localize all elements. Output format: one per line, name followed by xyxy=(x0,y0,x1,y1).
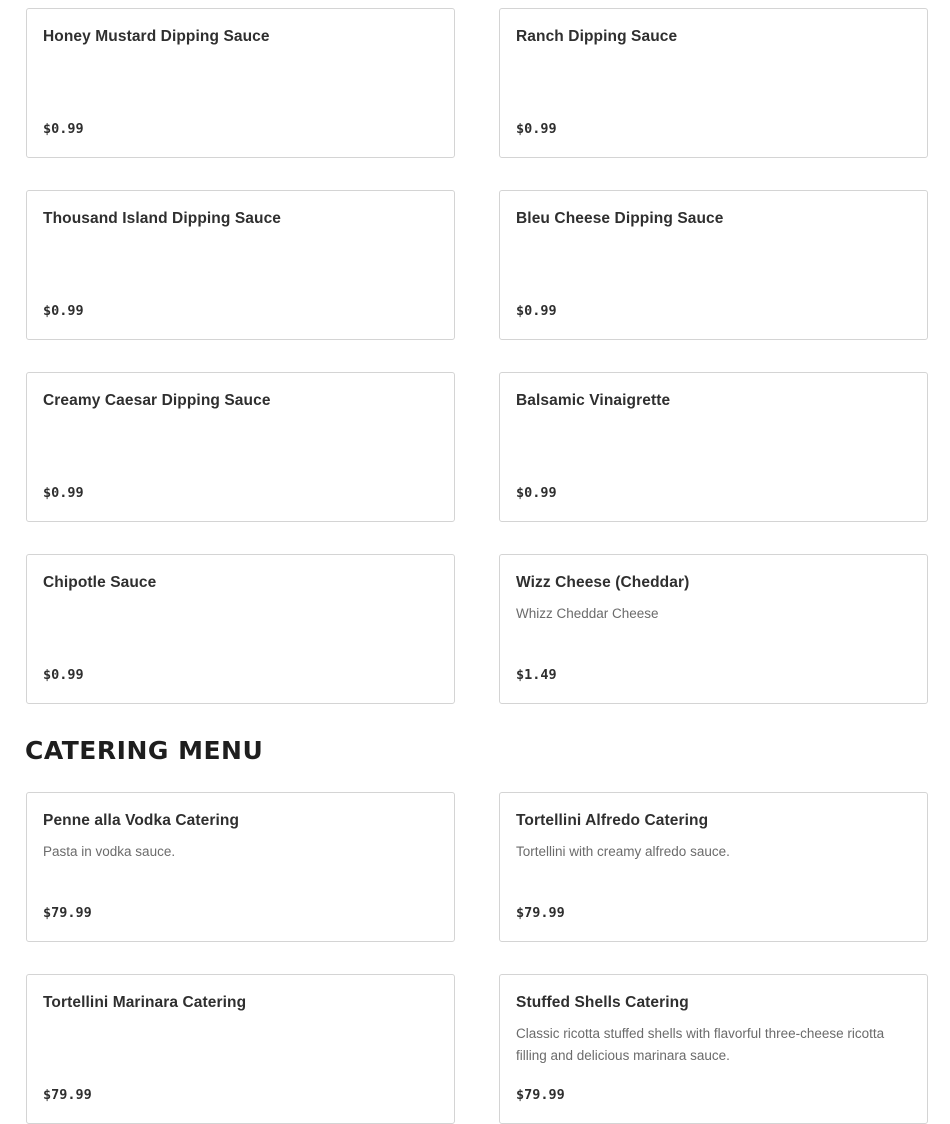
sauces-grid xyxy=(26,8,928,704)
item-price: $0.99 xyxy=(516,485,557,501)
menu-item-card[interactable] xyxy=(26,792,455,942)
menu-item-card[interactable] xyxy=(26,974,455,1124)
item-name: Creamy Caesar Dipping Sauce xyxy=(43,392,271,409)
item-name: Chipotle Sauce xyxy=(43,574,157,591)
item-price: $79.99 xyxy=(516,905,565,921)
menu-item-card[interactable] xyxy=(499,190,928,340)
catering-grid xyxy=(26,792,928,1124)
item-price: $0.99 xyxy=(43,667,84,683)
item-name: Thousand Island Dipping Sauce xyxy=(43,210,282,227)
item-name: Stuffed Shells Catering xyxy=(516,994,689,1011)
item-name: Honey Mustard Dipping Sauce xyxy=(43,28,270,45)
item-price: $79.99 xyxy=(43,1087,92,1103)
menu-item-card[interactable] xyxy=(26,372,455,522)
item-price: $0.99 xyxy=(516,121,557,137)
item-name: Tortellini Marinara Catering xyxy=(43,994,247,1011)
menu-item-card[interactable] xyxy=(499,974,928,1124)
item-description: Whizz Cheddar Cheese xyxy=(516,606,659,621)
menu-item-card[interactable] xyxy=(499,792,928,942)
item-name: Balsamic Vinaigrette xyxy=(516,392,671,409)
item-price: $0.99 xyxy=(43,485,84,501)
item-name: Bleu Cheese Dipping Sauce xyxy=(516,210,724,227)
item-price: $0.99 xyxy=(43,303,84,319)
section-title-catering: CATERING MENU xyxy=(25,736,264,765)
item-price: $0.99 xyxy=(516,303,557,319)
item-name: Tortellini Alfredo Catering xyxy=(516,812,709,829)
menu-item-card[interactable] xyxy=(26,554,455,704)
item-description: Pasta in vodka sauce. xyxy=(43,844,176,859)
menu-item-card[interactable] xyxy=(499,372,928,522)
menu-item-card[interactable] xyxy=(26,8,455,158)
item-price: $79.99 xyxy=(43,905,92,921)
item-price: $0.99 xyxy=(43,121,84,137)
menu-item-card[interactable] xyxy=(26,190,455,340)
menu-item-card[interactable] xyxy=(499,8,928,158)
item-name: Wizz Cheese (Cheddar) xyxy=(516,574,690,591)
item-price: $79.99 xyxy=(516,1087,565,1103)
item-name: Penne alla Vodka Catering xyxy=(43,812,240,829)
item-price: $1.49 xyxy=(516,667,557,683)
item-name: Ranch Dipping Sauce xyxy=(516,28,678,45)
item-description: Tortellini with creamy alfredo sauce. xyxy=(516,844,730,859)
item-description: Classic ricotta stuffed shells with flavorful three-cheese ricotta filling and delicious marinara sauce. xyxy=(516,1026,885,1063)
menu-item-card[interactable] xyxy=(499,554,928,704)
